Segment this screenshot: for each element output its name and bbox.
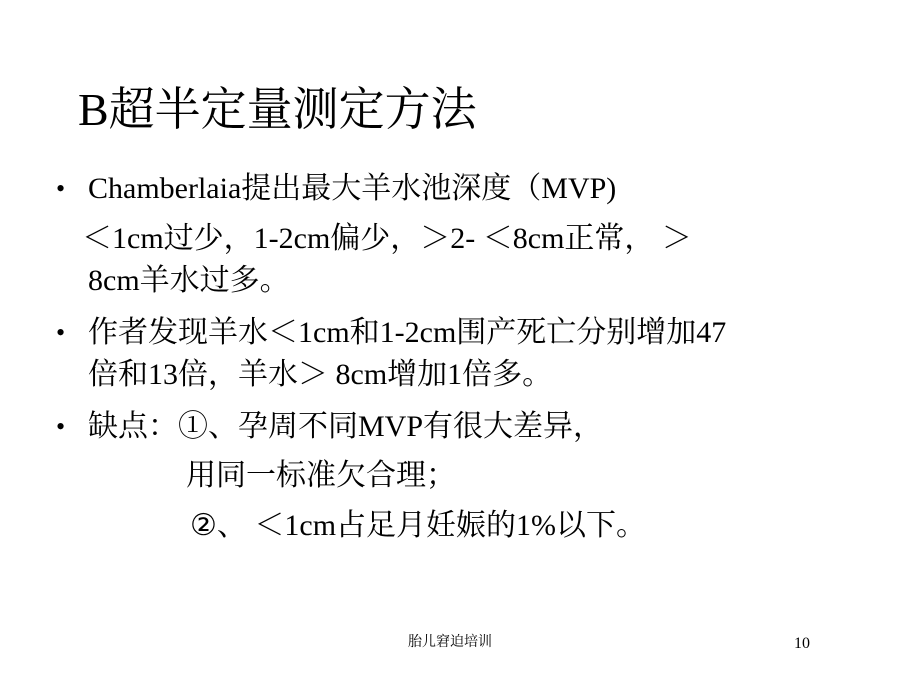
footer-text: 胎儿窘迫培训 [408,634,492,650]
bullet-3-line-1: 缺点：①、孕周不同MVP有很大差异， [88,410,604,443]
bullet-marker: • [56,318,66,347]
bullet-3-line-2: 用同一标准欠合理； [186,459,456,492]
slide-title: B超半定量测定方法 [78,84,477,135]
page-number: 10 [794,635,810,652]
bullet-2-line-1: 作者发现羊水＜1cm和1-2cm围产死亡分别增加47 [88,316,727,349]
bullet-marker: • [56,412,66,441]
bullet-3-line-3: ②、 ＜1cm占足月妊娠的1%以下。 [190,509,647,542]
bullet-2-line-2: 倍和13倍，羊水＞ 8cm增加1倍多。 [88,358,553,391]
bullet-1-line-3: 8cm羊水过多。 [88,264,290,297]
bullet-1-line-1: Chamberlaia提出最大羊水池深度（MVP) [88,172,617,205]
bullet-1-line-2: ＜1cm过少，1-2cm偏少，＞2- ＜8cm正常， ＞ [82,222,692,255]
bullet-marker: • [56,174,66,203]
